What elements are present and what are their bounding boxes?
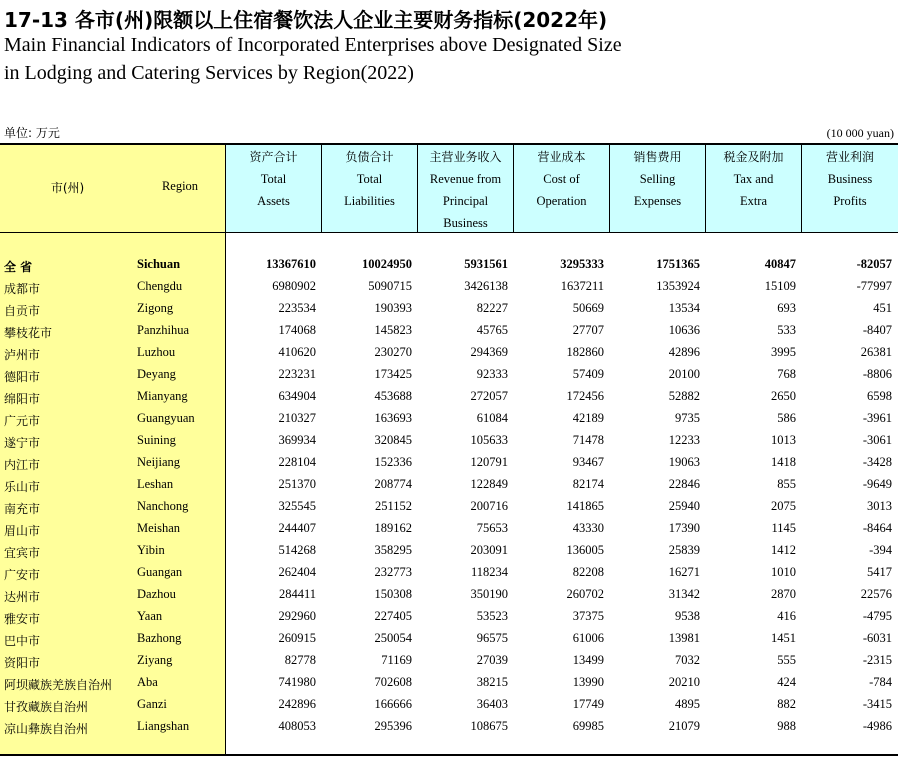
table-cell: 4895 xyxy=(675,697,700,711)
region-name-cn: 广安市 xyxy=(4,568,41,582)
table-cell: 17749 xyxy=(572,697,604,711)
unit-label-cn: 单位: 万元 xyxy=(4,126,60,140)
table-cell: 82227 xyxy=(476,301,508,315)
table-row xyxy=(0,672,898,694)
table-cell: 118234 xyxy=(470,565,508,579)
table-cell: 693 xyxy=(777,301,796,315)
table-cell: 6598 xyxy=(867,389,892,403)
table-cell: 408053 xyxy=(278,719,316,733)
table-cell: -4795 xyxy=(862,609,892,623)
region-name-cn: 达州市 xyxy=(4,590,41,604)
table-cell: 292960 xyxy=(278,609,316,623)
table-cell: 71478 xyxy=(572,433,604,447)
header-label-cn: 销售费用 xyxy=(633,150,682,164)
table-row xyxy=(0,474,898,496)
region-name-en: Nanchong xyxy=(137,499,189,513)
region-name-cn: 广元市 xyxy=(4,414,41,428)
header-tax-and-extra xyxy=(706,146,801,212)
table-cell: -3428 xyxy=(862,455,892,469)
table-cell: 61084 xyxy=(476,411,508,425)
region-name-en: Dazhou xyxy=(137,587,176,601)
table-row xyxy=(0,276,898,298)
table-cell: 1637211 xyxy=(560,279,604,293)
region-name-en: Yaan xyxy=(137,609,163,623)
table-cell: 3995 xyxy=(771,345,796,359)
header-revenue xyxy=(418,146,513,234)
table-cell: 410620 xyxy=(278,345,316,359)
table-cell: 96575 xyxy=(476,631,508,645)
table-cell: -77997 xyxy=(856,279,892,293)
table-cell: 1145 xyxy=(771,521,796,535)
table-cell: 17390 xyxy=(668,521,700,535)
table-cell: 416 xyxy=(777,609,796,623)
region-name-en: Liangshan xyxy=(137,719,190,733)
table-cell: 855 xyxy=(777,477,796,491)
table-cell: 20100 xyxy=(668,367,700,381)
table-cell: 9538 xyxy=(675,609,700,623)
table-cell: 251152 xyxy=(374,499,412,513)
header-label-en: Operation xyxy=(536,194,587,208)
region-name-en: Ziyang xyxy=(137,653,173,667)
table-cell: 141865 xyxy=(566,499,604,513)
table-cell: 174068 xyxy=(278,323,316,337)
table-cell: 152336 xyxy=(374,455,412,469)
table-cell: 50669 xyxy=(572,301,604,315)
region-name-cn: 德阳市 xyxy=(4,370,41,384)
region-name-cn: 眉山市 xyxy=(4,524,41,538)
table-cell: 42896 xyxy=(668,345,700,359)
region-name-cn: 资阳市 xyxy=(4,656,41,670)
table-cell: 586 xyxy=(777,411,796,425)
table-cell: 163693 xyxy=(374,411,412,425)
region-name-cn: 内江市 xyxy=(4,458,41,472)
table-cell: -8806 xyxy=(862,367,892,381)
header-label-en: Liabilities xyxy=(344,194,395,208)
table-row xyxy=(0,342,898,364)
header-label-en: Assets xyxy=(257,194,290,208)
header-label-en: Extra xyxy=(739,194,768,208)
region-name-en: Panzhihua xyxy=(137,323,190,337)
table-row xyxy=(0,716,898,738)
table-cell: 13367610 xyxy=(266,257,316,271)
region-name-cn: 乐山市 xyxy=(4,480,41,494)
header-label-cn: 营业成本 xyxy=(537,150,586,164)
table-bottom-rule xyxy=(0,754,898,756)
region-name-en: Neijiang xyxy=(137,455,181,469)
header-total-liabilities xyxy=(322,146,417,212)
table-row xyxy=(0,320,898,342)
region-name-cn: 雅安市 xyxy=(4,612,41,626)
table-cell: 22576 xyxy=(860,587,892,601)
table-cell: 26381 xyxy=(860,345,892,359)
region-name-en: Suining xyxy=(137,433,176,447)
table-cell: 57409 xyxy=(572,367,604,381)
table-cell: 53523 xyxy=(476,609,508,623)
region-name-en: Guangyuan xyxy=(137,411,195,425)
region-name-en: Luzhou xyxy=(137,345,176,359)
table-cell: 13499 xyxy=(572,653,604,667)
table-cell: 82778 xyxy=(284,653,316,667)
table-row xyxy=(0,694,898,716)
table-cell: -9649 xyxy=(862,477,892,491)
region-name-cn: 成都市 xyxy=(4,282,41,296)
table-cell: 122849 xyxy=(470,477,508,491)
header-label-cn: 主营业务收入 xyxy=(429,150,502,164)
table-cell: 294369 xyxy=(470,345,508,359)
table-cell: 2650 xyxy=(771,389,796,403)
table-cell: 15109 xyxy=(764,279,796,293)
table-cell: 1013 xyxy=(771,433,796,447)
table-cell: 37375 xyxy=(572,609,604,623)
table-row xyxy=(0,408,898,430)
region-name-en: Deyang xyxy=(137,367,176,381)
header-total-assets xyxy=(226,146,321,212)
table-cell: 988 xyxy=(777,719,796,733)
table-cell: 105633 xyxy=(470,433,508,447)
header-label-cn: 税金及附加 xyxy=(723,150,784,164)
table-cell: 31342 xyxy=(668,587,700,601)
page-title-en-line1: Main Financial Indicators of Incorporated Enterprises above Designated Size xyxy=(4,34,622,56)
region-name-cn: 甘孜藏族自治州 xyxy=(4,700,89,714)
header-label-en: Total xyxy=(260,172,287,186)
table-cell: 6980902 xyxy=(272,279,316,293)
table-cell: 242896 xyxy=(278,697,316,711)
region-name-en: Yibin xyxy=(137,543,165,557)
table-cell: 13534 xyxy=(668,301,700,315)
table-cell: 272057 xyxy=(470,389,508,403)
table-row xyxy=(0,650,898,672)
table-cell: -82057 xyxy=(856,257,892,271)
table-cell: 10636 xyxy=(668,323,700,337)
table-cell: 61006 xyxy=(572,631,604,645)
table-cell: 768 xyxy=(777,367,796,381)
table-cell: 82208 xyxy=(572,565,604,579)
table-cell: 741980 xyxy=(278,675,316,689)
table-cell: -8464 xyxy=(862,521,892,535)
table-cell: -6031 xyxy=(862,631,892,645)
header-label-cn: 资产合计 xyxy=(249,150,298,164)
region-name-en: Bazhong xyxy=(137,631,182,645)
table-cell: 3295333 xyxy=(560,257,604,271)
table-row xyxy=(0,628,898,650)
table-row xyxy=(0,496,898,518)
table-cell: 702608 xyxy=(374,675,412,689)
table-row xyxy=(0,386,898,408)
table-cell: 182860 xyxy=(566,345,604,359)
region-name-en: Guangan xyxy=(137,565,183,579)
table-cell: 136005 xyxy=(566,543,604,557)
region-name-cn: 凉山彝族自治州 xyxy=(4,722,89,736)
region-name-cn: 绵阳市 xyxy=(4,392,41,406)
table-cell: 227405 xyxy=(374,609,412,623)
header-label-en: Principal xyxy=(442,194,489,208)
region-name-en: Zigong xyxy=(137,301,174,315)
table-row xyxy=(0,518,898,540)
table-cell: 150308 xyxy=(374,587,412,601)
header-region-cn: 市(州) xyxy=(50,181,85,195)
header-label-cn: 负债合计 xyxy=(345,150,394,164)
table-cell: 2870 xyxy=(771,587,796,601)
table-cell: 12233 xyxy=(668,433,700,447)
table-cell: 1451 xyxy=(771,631,796,645)
table-cell: 173425 xyxy=(374,367,412,381)
table-cell: 52882 xyxy=(668,389,700,403)
table-cell: 5417 xyxy=(867,565,892,579)
table-cell: 5090715 xyxy=(368,279,412,293)
region-name-cn: 巴中市 xyxy=(4,634,41,648)
table-cell: 2075 xyxy=(771,499,796,513)
table-cell: 555 xyxy=(777,653,796,667)
table-row xyxy=(0,452,898,474)
table-cell: 25940 xyxy=(668,499,700,513)
header-label-en: Cost of xyxy=(543,172,580,186)
table-cell: 325545 xyxy=(278,499,316,513)
table-cell: 25839 xyxy=(668,543,700,557)
table-cell: 882 xyxy=(777,697,796,711)
table-cell: -4986 xyxy=(862,719,892,733)
table-cell: 451 xyxy=(873,301,892,315)
region-name-cn: 泸州市 xyxy=(4,348,41,362)
region-name-en: Mianyang xyxy=(137,389,188,403)
table-cell: 19063 xyxy=(668,455,700,469)
table-cell: 203091 xyxy=(470,543,508,557)
table-cell: 145823 xyxy=(374,323,412,337)
table-row xyxy=(0,606,898,628)
table-cell: 93467 xyxy=(572,455,604,469)
table-cell: 634904 xyxy=(278,389,316,403)
table-row xyxy=(0,364,898,386)
region-name-cn: 宜宾市 xyxy=(4,546,41,560)
table-cell: 40847 xyxy=(764,257,796,271)
header-business-profits xyxy=(802,146,898,212)
table-cell: 251370 xyxy=(278,477,316,491)
table-cell: 22846 xyxy=(668,477,700,491)
header-label-en: Total xyxy=(356,172,383,186)
table-row xyxy=(0,584,898,606)
table-cell: 5931561 xyxy=(464,257,508,271)
table-row xyxy=(0,562,898,584)
table-cell: -2315 xyxy=(862,653,892,667)
table-cell: 120791 xyxy=(470,455,508,469)
table-cell: 1418 xyxy=(771,455,796,469)
table-cell: 223534 xyxy=(278,301,316,315)
table-top-rule xyxy=(0,143,898,145)
table-cell: 514268 xyxy=(278,543,316,557)
table-cell: 262404 xyxy=(278,565,316,579)
table-cell: 190393 xyxy=(374,301,412,315)
table-cell: 82174 xyxy=(572,477,604,491)
table-row xyxy=(0,540,898,562)
region-name-en: Sichuan xyxy=(137,257,181,271)
header-label-en: Tax and xyxy=(733,172,774,186)
table-cell: 424 xyxy=(777,675,796,689)
table-cell: 166666 xyxy=(374,697,412,711)
header-label-en: Expenses xyxy=(633,194,682,208)
table-cell: 16271 xyxy=(668,565,700,579)
table-cell: 208774 xyxy=(374,477,412,491)
table-cell: 42189 xyxy=(572,411,604,425)
region-name-en: Ganzi xyxy=(137,697,167,711)
table-cell: 92333 xyxy=(476,367,508,381)
table-cell: -3061 xyxy=(862,433,892,447)
table-cell: 108675 xyxy=(470,719,508,733)
table-cell: 7032 xyxy=(675,653,700,667)
page-title-en-line2: in Lodging and Catering Services by Region(2022) xyxy=(4,62,414,84)
table-cell: 1751365 xyxy=(656,257,700,271)
unit-label-en: (10 000 yuan) xyxy=(826,126,894,140)
table-cell: 369934 xyxy=(278,433,316,447)
table-cell: 1412 xyxy=(771,543,796,557)
table-cell: 13981 xyxy=(668,631,700,645)
table-cell: 232773 xyxy=(374,565,412,579)
table-cell: 1353924 xyxy=(656,279,700,293)
region-name-en: Aba xyxy=(137,675,158,689)
table-cell: 27707 xyxy=(572,323,604,337)
table-cell: 284411 xyxy=(278,587,316,601)
header-label-en: Profits xyxy=(833,194,867,208)
table-cell: 244407 xyxy=(278,521,316,535)
table-cell: 260915 xyxy=(278,631,316,645)
region-name-cn: 遂宁市 xyxy=(4,436,41,450)
table-cell: 38215 xyxy=(476,675,508,689)
header-label-en: Business xyxy=(443,216,488,230)
table-row xyxy=(0,430,898,452)
table-cell: 3013 xyxy=(867,499,892,513)
table-cell: 21079 xyxy=(668,719,700,733)
table-cell: -3415 xyxy=(862,697,892,711)
table-cell: -394 xyxy=(869,543,892,557)
region-name-cn: 全 省 xyxy=(4,260,33,274)
table-cell: 228104 xyxy=(278,455,316,469)
table-cell: 533 xyxy=(777,323,796,337)
table-cell: 36403 xyxy=(476,697,508,711)
table-row-total xyxy=(0,254,898,276)
table-cell: 200716 xyxy=(470,499,508,513)
table-cell: 1010 xyxy=(771,565,796,579)
table-row xyxy=(0,298,898,320)
table-cell: 9735 xyxy=(675,411,700,425)
table-cell: -3961 xyxy=(862,411,892,425)
region-name-en: Chengdu xyxy=(137,279,183,293)
table-cell: 75653 xyxy=(476,521,508,535)
table-cell: 223231 xyxy=(278,367,316,381)
page-title-cn: 17-13 各市(州)限额以上住宿餐饮法人企业主要财务指标(2022年) xyxy=(4,8,608,32)
table-cell: 295396 xyxy=(374,719,412,733)
table-cell: 69985 xyxy=(572,719,604,733)
table-cell: 453688 xyxy=(374,389,412,403)
header-selling-expenses xyxy=(610,146,705,212)
table-cell: 13990 xyxy=(572,675,604,689)
table-cell: 350190 xyxy=(470,587,508,601)
region-name-en: Leshan xyxy=(137,477,174,491)
header-cost-of-operation xyxy=(514,146,609,212)
table-cell: 20210 xyxy=(668,675,700,689)
table-cell: -784 xyxy=(869,675,892,689)
table-cell: 3426138 xyxy=(464,279,508,293)
table-cell: 320845 xyxy=(374,433,412,447)
table-cell: 71169 xyxy=(381,653,412,667)
table-cell: 43330 xyxy=(572,521,604,535)
table-cell: 358295 xyxy=(374,543,412,557)
table-cell: 172456 xyxy=(566,389,604,403)
table-cell: 45765 xyxy=(476,323,508,337)
region-name-cn: 攀枝花市 xyxy=(4,326,53,340)
table-cell: 27039 xyxy=(476,653,508,667)
table-cell: 210327 xyxy=(278,411,316,425)
table-cell: 250054 xyxy=(374,631,412,645)
region-name-en: Meishan xyxy=(137,521,181,535)
region-name-cn: 南充市 xyxy=(4,502,41,516)
header-region-en: Region xyxy=(161,179,199,193)
table-cell: 10024950 xyxy=(362,257,412,271)
header-label-en: Selling xyxy=(639,172,676,186)
table-cell: 189162 xyxy=(374,521,412,535)
region-name-cn: 自贡市 xyxy=(4,304,41,318)
region-name-cn: 阿坝藏族羌族自治州 xyxy=(4,678,113,692)
header-label-cn: 营业利润 xyxy=(825,150,874,164)
table-cell: 260702 xyxy=(566,587,604,601)
table-cell: 230270 xyxy=(374,345,412,359)
header-label-en: Revenue from xyxy=(429,172,502,186)
header-label-en: Business xyxy=(827,172,873,186)
table-cell: -8407 xyxy=(862,323,892,337)
